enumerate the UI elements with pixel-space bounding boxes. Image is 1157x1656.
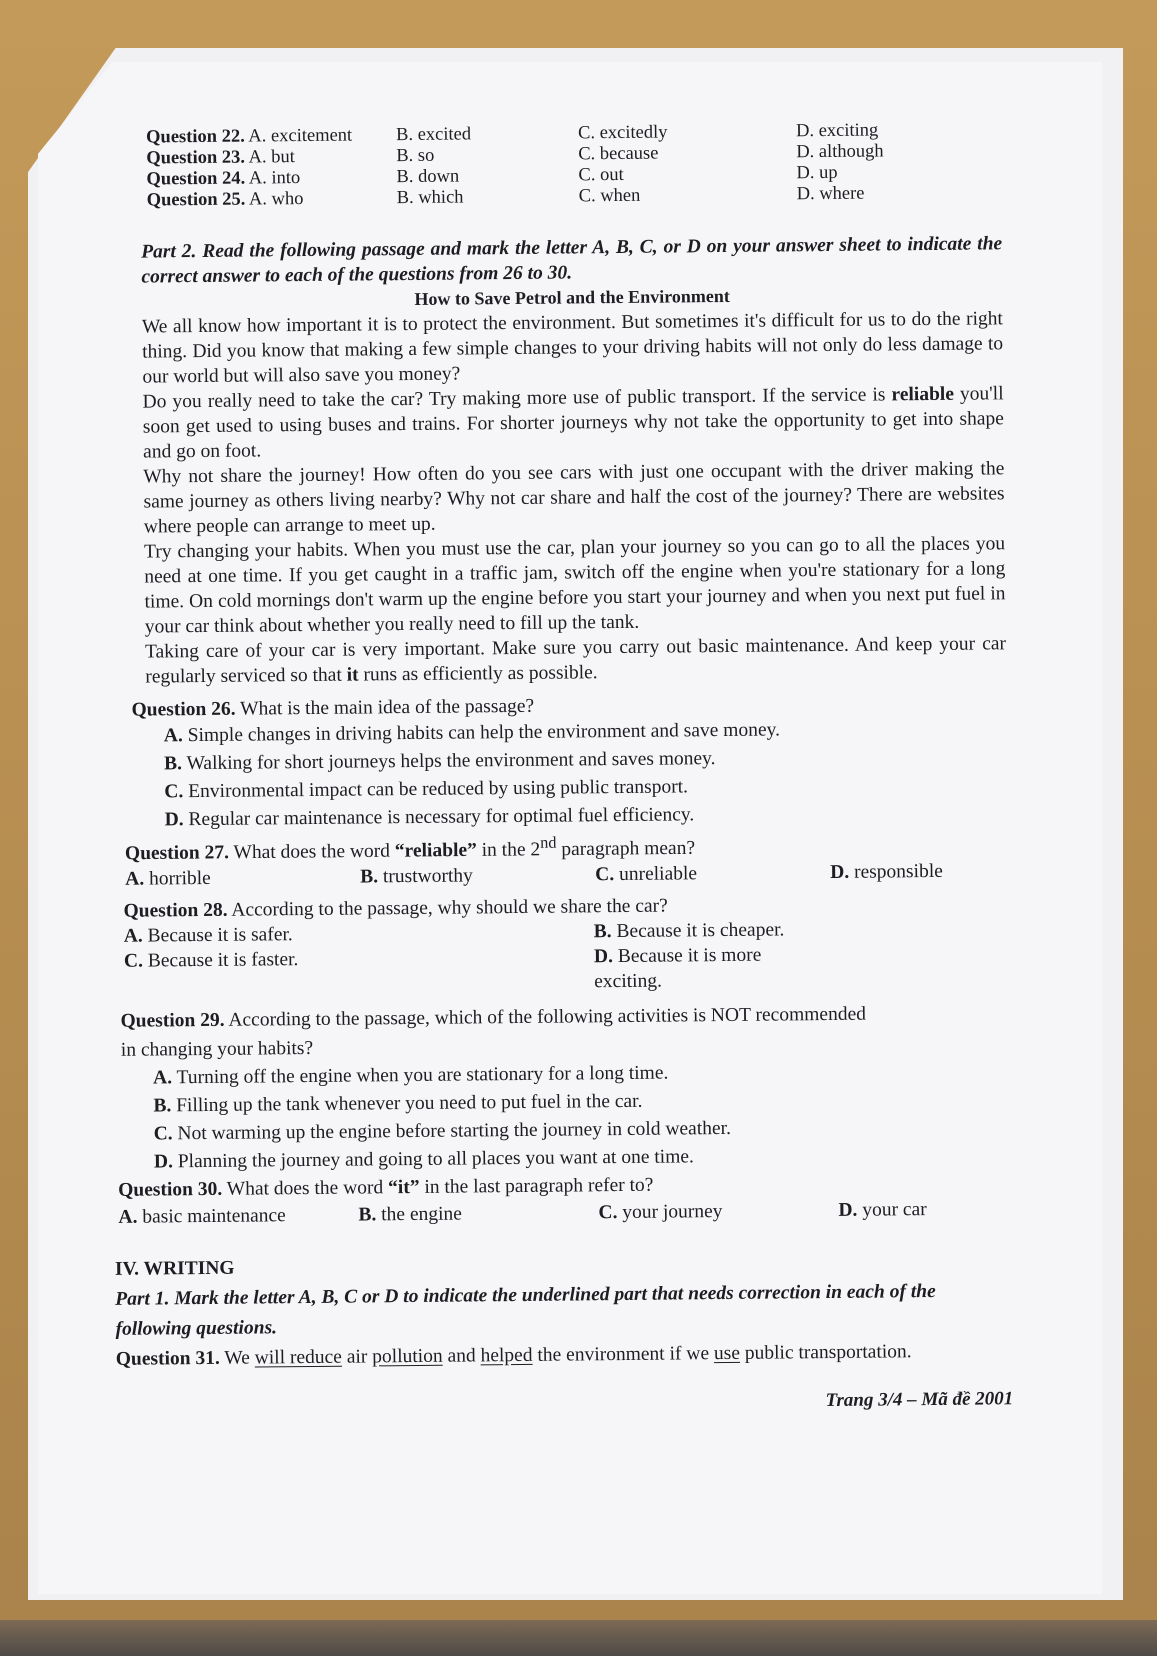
option-30-a: A. basic maintenance [118, 1204, 286, 1228]
exam-page [96, 119, 1013, 1419]
question-25-row: Question 25. A. who B. which C. when D. where [146, 183, 865, 211]
question-24-row: Question 24. A. into B. down C. out D. up [146, 162, 838, 190]
paragraph-3: Why not share the journey! How often do you see cars with just one occupant with the driver making the same journey as others living nearby? Why not car share and half the cost of the journey? There are websites where people can arrange to meet up. [143, 458, 1005, 538]
question-30: Question 30. What does the word “it” in the last paragraph refer to? A. basic maintenance B. the engine C. your journey D. your car [118, 1168, 1011, 1231]
option-26-a: A. Simple changes in driving habits can help the environment and save money. [163, 719, 781, 747]
question-23-row: Question 23. A. but B. so C. because D. although [146, 141, 884, 169]
option-29-b: B. Filling up the tank whenever you need to put fuel in the car. [153, 1090, 643, 1116]
question-27: Question 27. What does the word “reliable” in the 2nd paragraph mean? A. horrible B. trustworthy C. unreliable D. responsible [125, 826, 1009, 892]
underlined-part-c: helped [480, 1344, 533, 1366]
option-26-b: B. Walking for short journeys helps the environment and saves money. [164, 748, 716, 775]
option-29-d: D. Planning the journey and going to all places you want at one time. [153, 1145, 694, 1172]
underlined-part-b: pollution [372, 1345, 443, 1367]
option-28-d: D. Because it is more exciting. [593, 944, 762, 992]
paragraph-2: Do you really need to take the car? Try making more use of public transport. If the service is reliable you'll soon get used to using buses and trains. For shorter journeys why not take the opportunity to get into shape and go on foot. [142, 383, 1004, 463]
option-30-d: D. your car [838, 1198, 927, 1221]
option-28-a: A. Because it is safer. [123, 923, 293, 947]
option-27-a: A. horrible [125, 867, 211, 890]
underlined-part-d: use [713, 1342, 741, 1364]
option-26-d: D. Regular car maintenance is necessary for optimal fuel efficiency. [164, 804, 695, 831]
option-28-c: C. Because it is faster. [123, 948, 299, 972]
option-27-b: B. trustworthy [360, 864, 473, 887]
question-26: Question 26. What is the main idea of the passage? A. Simple changes in driving habits can help the environment and save money. B. Walking for short journeys helps the environment and saves money. C. Environmental impact can be reduced by using public transport. D. Regular car maintenance is necessary for optimal fuel efficiency. [131, 689, 1007, 834]
paragraph-4: Try changing your habits. When you must use the car, plan your journey so you can go to all the places you need at one time. If you get caught in a traffic jam, switch off the engine when you're stationary for a long time. On cold mornings don't warm up the engine before you start your journey and when you next put fuel in your car think about whether you really need to fill up the tank. [143, 533, 1006, 638]
writing-heading: IV. WRITING [114, 1257, 235, 1280]
option-28-b: B. Because it is cheaper. [593, 918, 785, 942]
mcq-block [96, 119, 1002, 212]
question-28: Question 28. According to the passage, why should we share the car? A. Because it is safer. B. Because it is cheaper. C. Because it is faster. D. Because it is more exciting. [123, 890, 1009, 998]
writing-section [115, 1246, 1013, 1375]
option-27-c: C. unreliable [595, 862, 698, 885]
question-22-row: Question 22. A. excitement B. excited C. excitedly D. exciting [145, 120, 879, 148]
underlined-part-a: will reduce [254, 1346, 343, 1369]
option-27-d: D. responsible [830, 860, 943, 883]
question-29: Question 29. According to the passage, which of the following activities is NOT recommended in changing your habits? A. Turning off the engine when you are stationary for a long time. B. Filling up the tank whenever you need to put fuel in the car. C. Not warming up the engine before starting the journey in cold weather. D. Planning the journey and going to all places you want at one time. [120, 999, 882, 1176]
part2-instruction: Part 2. Read the following passage and mark the letter A, B, C, or D on your answer sheet to indicate the correct answer to each of the questions from 26 to 30. [141, 233, 1003, 288]
option-29-a: A. Turning off the engine when you are stationary for a long time. [153, 1062, 669, 1088]
option-29-c: C. Not warming up the engine before starting the journey in cold weather. [153, 1117, 731, 1144]
paragraph-1: We all know how important it is to protect the environment. But sometimes it's difficult for us to do the right thing. Did you know that making a few simple changes to your driving habits will not only do less damage to our world but will also save you money? [141, 308, 1004, 388]
page-footer: Trang 3/4 – Mã đề 2001 [825, 1387, 1014, 1411]
option-30-b: B. the engine [358, 1203, 462, 1226]
option-26-c: C. Environmental impact can be reduced by using public transport. [164, 776, 689, 803]
writing-instruction: Part 1. Mark the letter A, B, C or D to indicate the underlined part that needs correction in each of the following questions. [115, 1280, 936, 1340]
paragraph-5: Taking care of your car is very important. Make sure you carry out basic maintenance. And keep your car regularly serviced so that it runs as efficiently as possible. [144, 633, 1007, 688]
passage-title: How to Save Petrol and the Environment [414, 285, 730, 309]
option-30-c: C. your journey [598, 1200, 723, 1223]
table-edge [0, 1620, 1157, 1656]
question-31: Question 31. We will reduce air pollution and helped the environment if we use public transportation. [115, 1340, 912, 1370]
